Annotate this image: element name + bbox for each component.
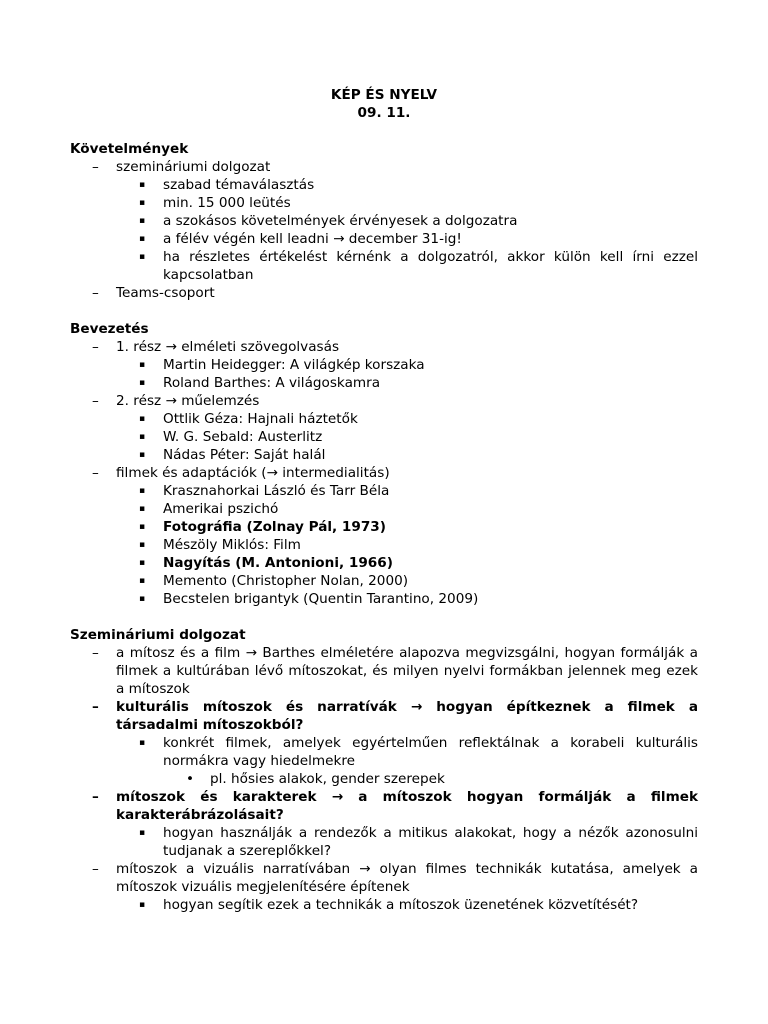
list-item-text: Nádas Péter: Saját halál bbox=[163, 447, 326, 463]
list-item bbox=[70, 338, 698, 356]
document-page bbox=[70, 86, 698, 914]
list-item-text: hogyan használják a rendezők a mitikus alakokat, hogy a nézők azonosulni tudjanak a szereplőkkel? bbox=[163, 825, 698, 859]
square-bullet-icon: ▪ bbox=[139, 432, 146, 442]
document-body bbox=[70, 122, 698, 914]
section-heading: Szemináriumi dolgozat bbox=[70, 627, 246, 643]
list-item bbox=[70, 500, 698, 518]
list-item bbox=[70, 356, 698, 374]
list-item-text: konkrét filmek, amelyek egyértelműen reflektálnak a korabeli kulturális normákra vagy hiedelmekre bbox=[163, 735, 698, 769]
list-item bbox=[70, 644, 698, 698]
list-item-text: Ottlik Géza: Hajnali háztetők bbox=[163, 411, 358, 427]
list-item bbox=[70, 896, 698, 914]
list-item-text: Teams-csoport bbox=[116, 285, 215, 301]
list-item bbox=[70, 860, 698, 896]
list-item-text: min. 15 000 leütés bbox=[163, 195, 291, 211]
document-title: KÉP ÉS NYELV bbox=[330, 87, 438, 103]
dash-marker: – bbox=[92, 285, 99, 301]
square-bullet-icon: ▪ bbox=[139, 198, 146, 208]
list-item bbox=[70, 428, 698, 446]
list-item bbox=[70, 194, 698, 212]
list-item-text: mítoszok és karakterek → a mítoszok hogyan formálják a filmek karakterábrázolásait? bbox=[116, 789, 698, 823]
section-spacer bbox=[70, 608, 698, 626]
square-bullet-icon: ▪ bbox=[139, 828, 146, 838]
list-item bbox=[70, 698, 698, 734]
square-bullet-icon: ▪ bbox=[139, 450, 146, 460]
list-item bbox=[70, 518, 698, 536]
square-bullet-icon: ▪ bbox=[139, 504, 146, 514]
list-item-text: Amerikai pszichó bbox=[163, 501, 279, 517]
list-item-text: 2. rész → műelemzés bbox=[116, 393, 260, 409]
square-bullet-icon: ▪ bbox=[139, 540, 146, 550]
square-bullet-icon: ▪ bbox=[139, 360, 146, 370]
section-spacer bbox=[70, 122, 698, 140]
square-bullet-icon: ▪ bbox=[139, 576, 146, 586]
square-bullet-icon: ▪ bbox=[139, 594, 146, 604]
list-item-text: a mítosz és a film → Barthes elméletére alapozva megvizsgálni, hogyan formálják a filmek a kultúrában lévő mítoszokat, és milyen nyelvi formákban jelennek meg ezek a mítoszok bbox=[116, 645, 698, 697]
list-item-text: Nagyítás (M. Antonioni, 1966) bbox=[163, 555, 393, 571]
list-item bbox=[70, 410, 698, 428]
list-item-text: Fotográfia (Zolnay Pál, 1973) bbox=[163, 519, 386, 535]
dash-marker: – bbox=[92, 861, 99, 877]
list-item-text: filmek és adaptációk (→ intermedialitás) bbox=[116, 465, 390, 481]
list-item bbox=[70, 734, 698, 770]
list-item bbox=[70, 392, 698, 410]
list-item bbox=[70, 536, 698, 554]
list-item-text: Becstelen brigantyk (Quentin Tarantino, 2009) bbox=[163, 591, 479, 607]
square-bullet-icon: ▪ bbox=[139, 252, 146, 262]
list-item bbox=[70, 824, 698, 860]
document-date: 09. 11. bbox=[357, 105, 411, 121]
list-item bbox=[70, 248, 698, 284]
list-item-text: W. G. Sebald: Austerlitz bbox=[163, 429, 323, 445]
square-bullet-icon: ▪ bbox=[139, 180, 146, 190]
list-item bbox=[70, 590, 698, 608]
list-item-text: Martin Heidegger: A világkép korszaka bbox=[163, 357, 425, 373]
section-heading: Követelmények bbox=[70, 141, 189, 157]
list-item bbox=[70, 788, 698, 824]
list-item-text: kulturális mítoszok és narratívák → hogyan építkeznek a filmek a társadalmi mítoszokból? bbox=[116, 699, 698, 733]
dash-marker: – bbox=[92, 339, 99, 355]
list-item-text: szemináriumi dolgozat bbox=[116, 159, 271, 175]
list-item-text: a szokásos követelmények érvényesek a dolgozatra bbox=[163, 213, 518, 229]
section-heading: Bevezetés bbox=[70, 321, 149, 337]
list-item bbox=[70, 284, 698, 302]
list-item-text: mítoszok a vizuális narratívában → olyan filmes technikák kutatása, amelyek a mítoszok vizuális megjelenítésére építenek bbox=[116, 861, 698, 895]
list-item-text: Krasznahorkai László és Tarr Béla bbox=[163, 483, 390, 499]
dash-marker: – bbox=[92, 465, 99, 481]
list-item-text: Memento (Christopher Nolan, 2000) bbox=[163, 573, 409, 589]
list-item bbox=[70, 212, 698, 230]
square-bullet-icon: ▪ bbox=[139, 486, 146, 496]
list-item bbox=[70, 230, 698, 248]
list-item bbox=[70, 464, 698, 482]
list-item-text: szabad témaválasztás bbox=[163, 177, 315, 193]
list-item-text: 1. rész → elméleti szövegolvasás bbox=[116, 339, 340, 355]
square-bullet-icon: ▪ bbox=[139, 378, 146, 388]
list-item bbox=[70, 770, 698, 788]
list-item bbox=[70, 176, 698, 194]
list-item bbox=[70, 158, 698, 176]
list-item-text: a félév végén kell leadni → december 31-ig! bbox=[163, 231, 462, 247]
dash-marker: – bbox=[92, 159, 99, 175]
dash-marker: – bbox=[92, 789, 99, 805]
list-item bbox=[70, 554, 698, 572]
list-item bbox=[70, 446, 698, 464]
dash-marker: – bbox=[92, 645, 99, 661]
list-item-text: Roland Barthes: A világoskamra bbox=[163, 375, 381, 391]
square-bullet-icon: ▪ bbox=[139, 522, 146, 532]
square-bullet-icon: ▪ bbox=[139, 234, 146, 244]
list-item-text: pl. hősies alakok, gender szerepek bbox=[210, 771, 445, 787]
round-bullet-icon: • bbox=[186, 771, 195, 787]
square-bullet-icon: ▪ bbox=[139, 900, 146, 910]
square-bullet-icon: ▪ bbox=[139, 738, 146, 748]
list-item bbox=[70, 572, 698, 590]
dash-marker: – bbox=[92, 393, 99, 409]
dash-marker: – bbox=[92, 699, 99, 715]
list-item-text: ha részletes értékelést kérnénk a dolgozatról, akkor külön kell írni ezzel kapcsolatban bbox=[163, 249, 698, 283]
list-item bbox=[70, 482, 698, 500]
list-item bbox=[70, 374, 698, 392]
list-item-text: hogyan segítik ezek a technikák a mítoszok üzenetének közvetítését? bbox=[163, 897, 639, 913]
square-bullet-icon: ▪ bbox=[139, 558, 146, 568]
square-bullet-icon: ▪ bbox=[139, 414, 146, 424]
list-item-text: Mészöly Miklós: Film bbox=[163, 537, 301, 553]
square-bullet-icon: ▪ bbox=[139, 216, 146, 226]
section-spacer bbox=[70, 302, 698, 320]
